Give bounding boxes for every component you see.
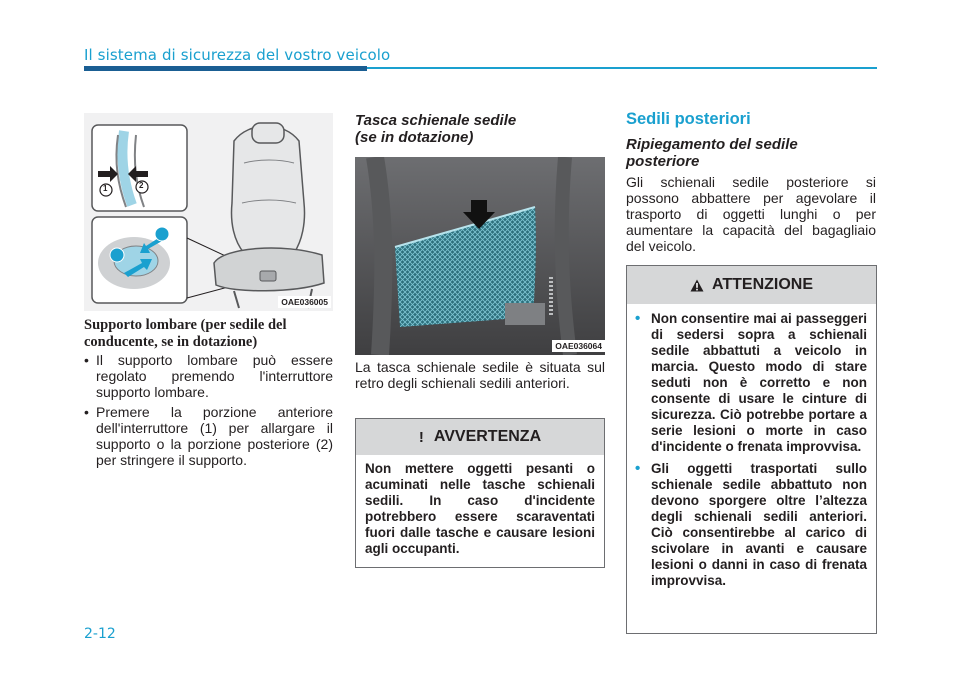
figure-code: OAE036005 [278, 296, 331, 308]
list-item: • Premere la porzione anteriore dell'interruttore (1) per allargare il supporto o la porzione posteriore (2) per stringere il supporto. [84, 404, 333, 468]
lumbar-support-figure [84, 113, 333, 311]
lumbar-support-heading: Supporto lombare (per sedile del conducente, se in dotazione) [84, 317, 287, 350]
rear-seats-heading: Sedili posteriori [626, 110, 751, 128]
seatback-pocket-body: La tasca schienale sedile è situata sul retro degli schienali sedili anteriori. [355, 359, 605, 391]
seatback-pocket-illustration [355, 157, 605, 355]
avvertenza-title-bar [356, 419, 604, 455]
rear-seats-body: Gli schienali sedile posteriore si possono abbattere per agevolare il trasporto di oggetti lunghi o per aumentare la capacità del bagagliaio del veicolo. [626, 174, 876, 254]
callout-1-label: 1 [103, 184, 108, 193]
warning-triangle-icon [690, 279, 704, 292]
avvertenza-box [355, 418, 605, 568]
list-item: • Gli oggetti trasportati sullo schienale sedile abbattuto non devono sporgere oltre l’altezza degli schienali sedili anteriori. Ciò consentirebbe al carico di scivolare in avanti e causare lesioni o danni in caso di frenata improvvisa. [635, 460, 867, 588]
callout-2-label: 2 [139, 181, 144, 190]
header-rule-secondary [367, 67, 877, 69]
warning-icon: ! [418, 428, 424, 446]
figure-code: OAE036064 [552, 340, 605, 352]
lumbar-seat-illustration [84, 113, 333, 311]
list-item: • Non consentire mai ai passeggeri di sedersi sopra a schienali sedile abbattuti a veicolo in marcia. Questo modo di stare seduti non è corretto e non consente di usare le cinture di sicurezza. Ciò potrebbe portare a serie lesioni o morte in caso d'incidente o frenata improvvisa. [635, 310, 867, 454]
list-item: • Il supporto lombare può essere regolato premendo l'interruttore supporto lombare. [84, 352, 333, 400]
avvertenza-text: Non mettere oggetti pesanti o acuminati nelle tasche schienali sedili. In caso d'incidente potrebbero essere scaraventati fuori dalle tasche e causare lesioni agli occupanti. [365, 461, 595, 556]
header-rule-primary [84, 66, 367, 71]
attenzione-title: ATTENZIONE [711, 276, 814, 293]
seatback-pocket-figure [355, 157, 605, 355]
attenzione-list [635, 311, 867, 595]
rear-seats-subheading: Ripiegamento del sedile posteriore [626, 136, 798, 170]
attenzione-title-bar [627, 266, 876, 304]
avvertenza-title: AVVERTENZA [433, 428, 542, 445]
page-number: 2-12 [84, 626, 116, 642]
running-header: Il sistema di sicurezza del vostro veicolo [84, 46, 391, 64]
attenzione-box [626, 265, 877, 634]
lumbar-support-list [84, 352, 333, 472]
seatback-pocket-heading: Tasca schienale sedile (se in dotazione) [355, 112, 517, 146]
